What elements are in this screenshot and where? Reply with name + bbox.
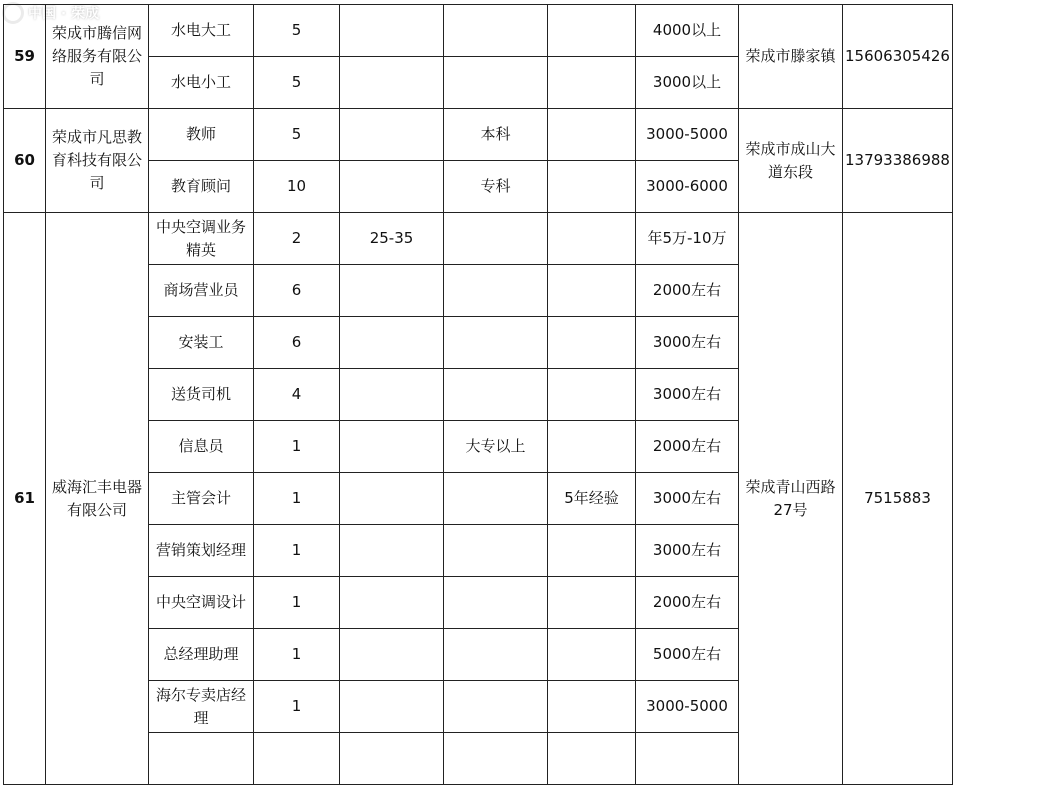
job-title: 水电大工 [149, 5, 254, 57]
job-experience [548, 577, 636, 629]
company-name: 威海汇丰电器有限公司 [46, 213, 149, 785]
job-title: 水电小工 [149, 57, 254, 109]
job-count: 1 [254, 473, 340, 525]
job-experience [548, 421, 636, 473]
job-count: 1 [254, 629, 340, 681]
company-name: 荣成市凡思教育科技有限公司 [46, 109, 149, 213]
watermark-text: 中国 · 荣成 [28, 6, 100, 22]
row-number: 59 [4, 5, 46, 109]
job-age [340, 629, 444, 681]
job-experience [548, 161, 636, 213]
company-address: 荣成市滕家镇 [739, 5, 843, 109]
job-salary: 年5万-10万 [636, 213, 739, 265]
job-salary: 3000左右 [636, 473, 739, 525]
job-count: 4 [254, 369, 340, 421]
job-title [149, 733, 254, 785]
job-title: 营销策划经理 [149, 525, 254, 577]
job-count: 10 [254, 161, 340, 213]
job-count: 5 [254, 57, 340, 109]
job-experience [548, 733, 636, 785]
table-row [4, 109, 953, 161]
job-age [340, 577, 444, 629]
job-education [444, 213, 548, 265]
row-number: 61 [4, 213, 46, 785]
job-title: 主管会计 [149, 473, 254, 525]
job-title: 教师 [149, 109, 254, 161]
job-salary: 3000-5000 [636, 681, 739, 733]
job-age [340, 733, 444, 785]
job-salary: 4000以上 [636, 5, 739, 57]
job-experience [548, 317, 636, 369]
job-salary: 3000左右 [636, 369, 739, 421]
job-experience [548, 265, 636, 317]
job-salary: 2000左右 [636, 421, 739, 473]
job-count: 2 [254, 213, 340, 265]
job-salary: 3000-5000 [636, 109, 739, 161]
job-education [444, 317, 548, 369]
company-name: 荣成市腾信网络服务有限公司 [46, 5, 149, 109]
job-count: 1 [254, 681, 340, 733]
job-age [340, 265, 444, 317]
job-title: 送货司机 [149, 369, 254, 421]
job-count: 1 [254, 525, 340, 577]
job-education [444, 57, 548, 109]
job-age [340, 369, 444, 421]
job-salary: 2000左右 [636, 577, 739, 629]
job-count: 6 [254, 265, 340, 317]
job-age [340, 57, 444, 109]
job-age [340, 161, 444, 213]
job-age [340, 317, 444, 369]
job-education [444, 681, 548, 733]
company-phone: 7515883 [843, 213, 953, 785]
row-number: 60 [4, 109, 46, 213]
table-row [4, 213, 953, 265]
job-title: 总经理助理 [149, 629, 254, 681]
job-experience [548, 681, 636, 733]
job-age [340, 109, 444, 161]
job-title: 海尔专卖店经理 [149, 681, 254, 733]
job-age [340, 525, 444, 577]
job-title: 教育顾问 [149, 161, 254, 213]
job-education [444, 577, 548, 629]
job-salary [636, 733, 739, 785]
job-age [340, 681, 444, 733]
job-count: 6 [254, 317, 340, 369]
job-education: 本科 [444, 109, 548, 161]
job-education [444, 525, 548, 577]
job-salary: 5000左右 [636, 629, 739, 681]
job-salary: 3000-6000 [636, 161, 739, 213]
job-education [444, 369, 548, 421]
job-education: 专科 [444, 161, 548, 213]
company-address: 荣成青山西路27号 [739, 213, 843, 785]
job-title: 信息员 [149, 421, 254, 473]
job-count: 5 [254, 5, 340, 57]
job-experience [548, 5, 636, 57]
job-count: 1 [254, 421, 340, 473]
job-age [340, 5, 444, 57]
job-experience [548, 525, 636, 577]
job-experience [548, 109, 636, 161]
job-age [340, 473, 444, 525]
job-experience [548, 57, 636, 109]
job-education [444, 733, 548, 785]
job-experience [548, 369, 636, 421]
company-phone: 15606305426 [843, 5, 953, 109]
job-experience [548, 629, 636, 681]
job-title: 安装工 [149, 317, 254, 369]
job-age: 25-35 [340, 213, 444, 265]
job-count: 5 [254, 109, 340, 161]
job-age [340, 421, 444, 473]
job-title: 中央空调业务精英 [149, 213, 254, 265]
job-education [444, 265, 548, 317]
job-salary: 2000左右 [636, 265, 739, 317]
company-address: 荣成市成山大道东段 [739, 109, 843, 213]
job-experience [548, 213, 636, 265]
job-experience: 5年经验 [548, 473, 636, 525]
job-education [444, 473, 548, 525]
job-education: 大专以上 [444, 421, 548, 473]
job-count: 1 [254, 577, 340, 629]
job-salary: 3000以上 [636, 57, 739, 109]
job-education [444, 629, 548, 681]
job-salary: 3000左右 [636, 317, 739, 369]
job-education [444, 5, 548, 57]
job-count [254, 733, 340, 785]
job-title: 商场营业员 [149, 265, 254, 317]
job-salary: 3000左右 [636, 525, 739, 577]
job-title: 中央空调设计 [149, 577, 254, 629]
job-listing-table [3, 4, 953, 785]
table-row [4, 5, 953, 57]
company-phone: 13793386988 [843, 109, 953, 213]
